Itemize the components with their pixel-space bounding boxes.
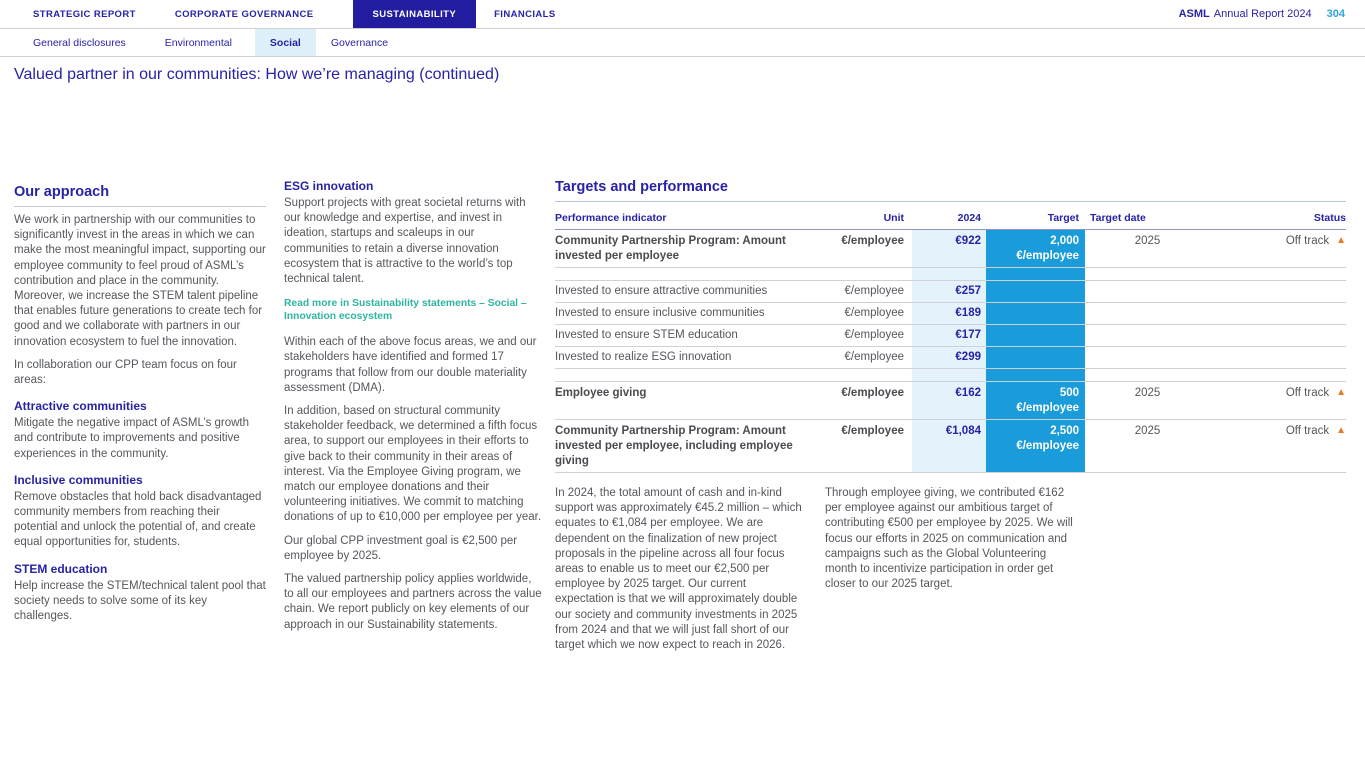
warning-triangle-icon: ▲: [1336, 235, 1346, 246]
nav-sustainability[interactable]: SUSTAINABILITY: [353, 0, 477, 28]
inclusive-communities-heading: Inclusive communities: [14, 472, 143, 487]
targets-and-performance-section: [555, 179, 1346, 661]
table-row: Community Partnership Program: Amount invested per employee €/employee €922 2,000 €/employee 2025 Off track ▲: [555, 230, 1346, 268]
table-row: Community Partnership Program: Amount invested per employee, including employee giving €/employee €1,084 2,500 €/employee 2025 Off track ▲: [555, 420, 1346, 473]
nav-corporate-governance[interactable]: CORPORATE GOVERNANCE: [174, 8, 314, 20]
focus-areas-paragraph: Within each of the above focus areas, we and our stakeholders have identified and formed 17 programs that follow from our double materiality assessment (DMA).: [284, 336, 537, 394]
col-target: Target: [1047, 212, 1079, 224]
subnav-general-disclosures[interactable]: General disclosures: [33, 36, 126, 49]
report-brand: [1179, 0, 1345, 28]
stem-education-text: Help increase the STEM/technical talent pool that society needs to solve some of its key challenges.: [14, 579, 266, 623]
esg-innovation-column: [284, 179, 542, 641]
nav-strategic-report[interactable]: STRATEGIC REPORT: [33, 8, 136, 20]
col-2024: 2024: [957, 212, 981, 224]
esg-innovation-text: Support projects with great societal returns with our knowledge and expertise, and invest in ideation, startups and scaleups in our communities to retain a diverse innovation ecosystem that is attractive to the world’s top technical talent.: [284, 197, 526, 286]
secondary-nav: [0, 29, 1365, 57]
brand-report-name: Annual Report 2024: [1213, 8, 1312, 20]
col-performance-indicator: Performance indicator: [555, 212, 667, 224]
page-number: 304: [1326, 8, 1345, 20]
nav-financials[interactable]: FINANCIALS: [494, 8, 556, 20]
subnav-social[interactable]: Social: [255, 29, 316, 56]
attractive-communities-text: Mitigate the negative impact of ASML’s growth and contribute to improvements and positive experiences in the community.: [14, 417, 250, 460]
table-row: Employee giving €/employee €162 500 €/employee 2025 Off track ▲: [555, 382, 1346, 420]
our-approach-paragraph: We work in partnership with our communities to significantly invest in the areas in which we can make the most meaningful impact, supporting our employee community to feel proud of ASML’s contribution and place in the community. Moreover, we increase the STEM talent pipeline that enables future generations to create tech for good and we collaborate with partners in our innovation ecosystem to fuel the innovation.: [14, 214, 266, 348]
subnav-governance[interactable]: Governance: [330, 36, 389, 49]
note-employee-giving: Through employee giving, we contributed €162 per employee against our ambitious target of contributing €500 per employee by 2025. We will focus our efforts in 2025 on communication and campaigns such as the Global Volunteering month to incentivize participation in order get closer to our 2025 target.: [825, 487, 1073, 591]
targets-heading: Targets and performance: [555, 179, 1346, 202]
attractive-communities-heading: Attractive communities: [14, 399, 147, 414]
read-more-link[interactable]: Read more in Sustainability statements – Social – Innovation ecosystem: [284, 298, 527, 323]
page-title: Valued partner in our communities: How we’re managing (continued): [14, 66, 500, 83]
our-approach-paragraph: In collaboration our CPP team focus on four areas:: [14, 358, 237, 387]
col-target-date: Target date: [1090, 212, 1146, 224]
table-spacer-row: [555, 369, 1346, 382]
inclusive-communities-text: Remove obstacles that hold back disadvantaged community members from reaching their potential and unlock the potential of, and create equal opportunities for, students.: [14, 490, 262, 549]
table-row: Invested to ensure STEM education €/employee €177: [555, 325, 1346, 347]
table-header-row: [555, 208, 1346, 230]
cpp-goal-paragraph: Our global CPP investment goal is €2,500 per employee by 2025.: [284, 534, 518, 562]
col-unit: Unit: [883, 212, 904, 224]
table-row: Invested to realize ESG innovation €/employee €299: [555, 347, 1346, 369]
table-spacer-row: [555, 268, 1346, 281]
warning-triangle-icon: ▲: [1336, 425, 1346, 436]
our-approach-column: [14, 184, 266, 632]
table-row: Invested to ensure attractive communities €/employee €257: [555, 281, 1346, 303]
policy-paragraph: The valued partnership policy applies worldwide, to all our employees and partners across the value chain. We report publicly on key elements of our approach in our Sustainability statements.: [284, 573, 542, 631]
col-status: Status: [1313, 212, 1346, 224]
warning-triangle-icon: ▲: [1336, 387, 1346, 398]
stem-education-heading: STEM education: [14, 561, 108, 576]
esg-innovation-heading: ESG innovation: [284, 179, 374, 193]
subnav-environmental[interactable]: Environmental: [164, 36, 232, 49]
employee-giving-paragraph: In addition, based on structural community stakeholder feedback, we determined a fifth focus area, to support our employees in their efforts to give back to their community in their areas of interest. Via the Employee Giving program, we match our employee donations and their volunteering initiatives. We commit to matching donations of up to €10,000 per employee per year.: [284, 405, 542, 524]
table-notes: [555, 486, 1346, 661]
primary-nav: [0, 0, 1365, 29]
table-row: Invested to ensure inclusive communities €/employee €189: [555, 303, 1346, 325]
note-cash-support: In 2024, the total amount of cash and in-kind support was approximately €45.2 million – which equates to €1,084 per employee. We are dependent on the finalization of new project proposals in the pipeline across all four focus areas to enable us to meet our €2,500 per employee by 2025 target. Our current expectation is that we will approximately double our society and community investments in 2025 from 2024 and that we will just fall short of our target which we now expect to reach in 2026.: [555, 487, 802, 652]
our-approach-heading: Our approach: [14, 184, 266, 207]
targets-table: [555, 208, 1346, 473]
brand-asml: ASML: [1178, 8, 1210, 20]
